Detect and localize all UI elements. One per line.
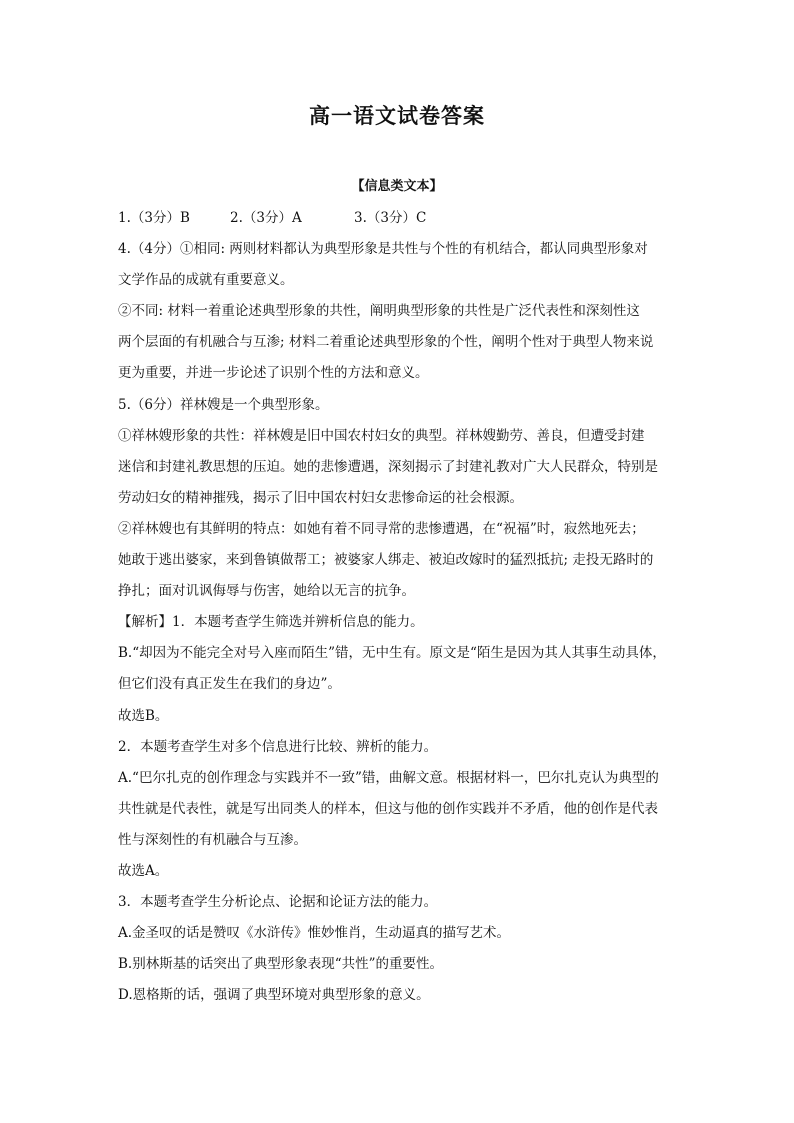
text-line: 迷信和封建礼教思想的压迫。她的悲惨遭遇，深刻揭示了封建礼教对广大人民群众，特别是: [118, 458, 658, 475]
text-line: 5.（6分）祥林嫂是一个典型形象。: [118, 396, 329, 413]
text-line: 但它们没有真正发生在我们的身边”。: [118, 676, 341, 693]
text-line: A.金圣叹的话是赞叹《水浒传》惟妙惟肖，生动逼真的描写艺术。: [118, 925, 511, 942]
text-line: A.“巴尔扎克的创作理念与实践并不一致”错，曲解文意。根据材料一，巴尔扎克认为典型的: [118, 769, 659, 786]
text-line: 故选B。: [118, 707, 169, 724]
text-line: 共性就是代表性，就是写出同类人的样本，但这与他的创作实践并不矛盾，他的创作是代表: [118, 800, 658, 817]
document-title: 高一语文试卷答案: [309, 104, 485, 128]
text-line: D.恩格斯的话，强调了典型环境对典型形象的意义。: [118, 987, 430, 1004]
text-line: 故选A。: [118, 862, 169, 879]
answer-q3: 3.（3分）C: [354, 210, 427, 226]
answer-q1: 1.（3分）B: [118, 210, 190, 226]
text-line: 4.（4分）①相同: 两则材料都认为典型形象是共性与个性的有机结合，都认同典型形象对: [118, 241, 648, 258]
section-heading: 【信息类文本】: [351, 179, 443, 194]
answer-q2: 2.（3分）A: [230, 210, 302, 226]
text-line: B.“却因为不能完全对号入座而陌生”错，无中生有。原文是“陌生是因为其人其事生动具体，: [118, 645, 666, 662]
text-line: B.别林斯基的话突出了典型形象表现“共性”的重要性。: [118, 956, 444, 973]
text-line: 两个层面的有机融合与互渗; 材料二着重论述典型形象的个性，阐明个性对于典型人物来说: [118, 334, 654, 351]
text-line: 挣扎；面对讥讽侮辱与伤害，她给以无言的抗争。: [118, 583, 415, 600]
text-line: 2．本题考查学生对多个信息进行比较、辨析的能力。: [118, 738, 438, 755]
text-line: 她敢于逃出婆家，来到鲁镇做帮工；被婆家人绑走、被迫改嫁时的猛烈抵抗; 走投无路时的: [118, 552, 654, 569]
text-line: 3．本题考查学生分析论点、论据和论证方法的能力。: [118, 894, 438, 911]
text-line: 更为重要，并进一步论述了识别个性的方法和意义。: [118, 365, 429, 382]
text-line: 劳动妇女的精神摧残，揭示了旧中国农村妇女悲惨命运的社会根源。: [118, 489, 523, 506]
text-line: ①祥林嫂形象的共性：祥林嫂是旧中国农村妇女的典型。祥林嫂勤劳、善良，但遭受封建: [118, 427, 645, 444]
multiple-choice-answers: [118, 203, 688, 234]
text-line: 性与深刻性的有机融合与互渗。: [118, 831, 307, 848]
answer-body: [118, 203, 688, 1011]
text-line: ②祥林嫂也有其鲜明的特点：如她有着不同寻常的悲惨遭遇，在“祝福”时，寂然地死去；: [118, 520, 645, 537]
text-line: 【解析】1．本题考查学生筛选并辨析信息的能力。: [118, 614, 424, 631]
text-line: 文学作品的成就有重要意义。: [118, 272, 294, 289]
text-line: ②不同: 材料一着重论述典型形象的共性，阐明典型形象的共性是广泛代表性和深刻性这: [118, 303, 640, 320]
